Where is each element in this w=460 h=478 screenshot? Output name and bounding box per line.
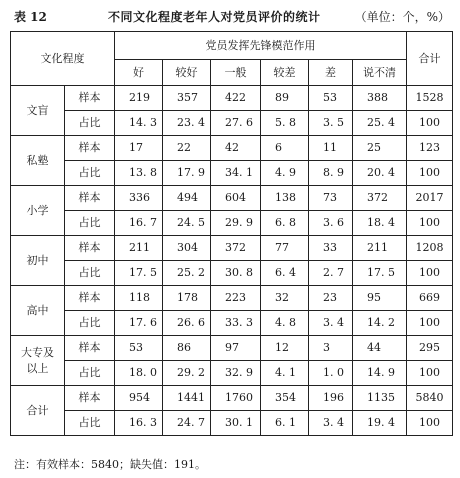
column-header: 较差 [261, 60, 309, 86]
table-row [11, 136, 453, 161]
cell-value: 494 [163, 186, 211, 211]
cell-value: 18. 0 [115, 361, 163, 386]
cell-value: 3. 6 [309, 211, 353, 236]
cell-value: 42 [211, 136, 261, 161]
cell-value: 30. 1 [211, 411, 261, 436]
cell-value: 14. 2 [353, 311, 407, 336]
cell-value: 138 [261, 186, 309, 211]
cell-value: 372 [353, 186, 407, 211]
cell-value: 211 [115, 236, 163, 261]
education-level: 合计 [11, 386, 65, 436]
education-level: 高中 [11, 286, 65, 336]
column-header: 较好 [163, 60, 211, 86]
row-type: 样本 [65, 286, 115, 311]
cell-value: 17. 9 [163, 161, 211, 186]
cell-value: 1135 [353, 386, 407, 411]
cell-value: 73 [309, 186, 353, 211]
education-level: 大专及以上 [11, 336, 65, 386]
table-note: 注：有效样本：5840；缺失值：191。 [14, 458, 206, 471]
cell-total: 123 [407, 136, 453, 161]
table-row [11, 211, 453, 236]
cell-total: 2017 [407, 186, 453, 211]
cell-value: 422 [211, 86, 261, 111]
cell-value: 211 [353, 236, 407, 261]
row-type: 样本 [65, 236, 115, 261]
cell-value: 6 [261, 136, 309, 161]
cell-value: 6. 1 [261, 411, 309, 436]
column-header: 说不清 [353, 60, 407, 86]
column-header: 差 [309, 60, 353, 86]
column-header: 好 [115, 60, 163, 86]
cell-value: 25. 4 [353, 111, 407, 136]
cell-value: 11 [309, 136, 353, 161]
cell-value: 97 [211, 336, 261, 361]
cell-value: 29. 2 [163, 361, 211, 386]
education-level: 私塾 [11, 136, 65, 186]
cell-value: 86 [163, 336, 211, 361]
cell-value: 357 [163, 86, 211, 111]
cell-value: 3. 4 [309, 311, 353, 336]
cell-value: 196 [309, 386, 353, 411]
row-type: 样本 [65, 386, 115, 411]
table-title: 不同文化程度老年人对党员评价的统计 [108, 10, 321, 24]
cell-total: 295 [407, 336, 453, 361]
statistics-table [10, 31, 453, 436]
table-row [11, 236, 453, 261]
education-level: 文盲 [11, 86, 65, 136]
cell-value: 304 [163, 236, 211, 261]
cell-value: 17 [115, 136, 163, 161]
cell-value: 32. 9 [211, 361, 261, 386]
table-row [11, 161, 453, 186]
table-row [11, 386, 453, 411]
row-type: 占比 [65, 261, 115, 286]
cell-total: 100 [407, 361, 453, 386]
cell-value: 336 [115, 186, 163, 211]
cell-value: 178 [163, 286, 211, 311]
cell-value: 4. 1 [261, 361, 309, 386]
cell-value: 17. 5 [115, 261, 163, 286]
row-type: 样本 [65, 86, 115, 111]
cell-total: 100 [407, 261, 453, 286]
cell-value: 2. 7 [309, 261, 353, 286]
table-row [11, 286, 453, 311]
table-caption [10, 6, 454, 26]
cell-value: 1760 [211, 386, 261, 411]
cell-value: 372 [211, 236, 261, 261]
cell-value: 388 [353, 86, 407, 111]
cell-total: 100 [407, 311, 453, 336]
cell-total: 5840 [407, 386, 453, 411]
cell-value: 23. 4 [163, 111, 211, 136]
cell-value: 33 [309, 236, 353, 261]
cell-value: 44 [353, 336, 407, 361]
row-type: 占比 [65, 211, 115, 236]
header-total: 合计 [407, 32, 453, 86]
cell-total: 1528 [407, 86, 453, 111]
cell-value: 5. 8 [261, 111, 309, 136]
cell-value: 53 [309, 86, 353, 111]
table-body [11, 86, 453, 436]
row-type: 样本 [65, 336, 115, 361]
row-type: 样本 [65, 186, 115, 211]
cell-value: 16. 3 [115, 411, 163, 436]
cell-value: 6. 8 [261, 211, 309, 236]
row-type: 占比 [65, 111, 115, 136]
cell-value: 16. 7 [115, 211, 163, 236]
cell-total: 1208 [407, 236, 453, 261]
row-type: 占比 [65, 361, 115, 386]
table-unit: （单位：个，%） [354, 10, 450, 24]
cell-total: 669 [407, 286, 453, 311]
header-group: 党员发挥先锋模范作用 [115, 32, 407, 60]
cell-value: 1. 0 [309, 361, 353, 386]
cell-value: 24. 5 [163, 211, 211, 236]
cell-value: 13. 8 [115, 161, 163, 186]
cell-total: 100 [407, 411, 453, 436]
cell-value: 32 [261, 286, 309, 311]
cell-value: 26. 6 [163, 311, 211, 336]
cell-total: 100 [407, 111, 453, 136]
cell-value: 604 [211, 186, 261, 211]
table-row [11, 186, 453, 211]
row-type: 占比 [65, 161, 115, 186]
cell-value: 53 [115, 336, 163, 361]
cell-value: 25. 2 [163, 261, 211, 286]
row-type: 占比 [65, 411, 115, 436]
cell-value: 34. 1 [211, 161, 261, 186]
cell-value: 89 [261, 86, 309, 111]
cell-value: 12 [261, 336, 309, 361]
column-header: 一般 [211, 60, 261, 86]
table-row [11, 261, 453, 286]
header-education: 文化程度 [11, 32, 115, 86]
cell-value: 4. 8 [261, 311, 309, 336]
table-row [11, 311, 453, 336]
row-type: 占比 [65, 311, 115, 336]
cell-value: 223 [211, 286, 261, 311]
cell-value: 29. 9 [211, 211, 261, 236]
cell-value: 20. 4 [353, 161, 407, 186]
cell-value: 14. 3 [115, 111, 163, 136]
cell-value: 25 [353, 136, 407, 161]
cell-value: 30. 8 [211, 261, 261, 286]
cell-value: 33. 3 [211, 311, 261, 336]
table-row [11, 336, 453, 361]
cell-value: 354 [261, 386, 309, 411]
table-row [11, 411, 453, 436]
cell-total: 100 [407, 211, 453, 236]
cell-value: 95 [353, 286, 407, 311]
cell-value: 118 [115, 286, 163, 311]
education-level: 初中 [11, 236, 65, 286]
row-type: 样本 [65, 136, 115, 161]
table-row [11, 361, 453, 386]
education-level: 小学 [11, 186, 65, 236]
cell-value: 14. 9 [353, 361, 407, 386]
table-number: 表 12 [14, 10, 47, 24]
cell-value: 1441 [163, 386, 211, 411]
cell-value: 219 [115, 86, 163, 111]
cell-value: 8. 9 [309, 161, 353, 186]
cell-value: 17. 6 [115, 311, 163, 336]
cell-value: 77 [261, 236, 309, 261]
cell-value: 3 [309, 336, 353, 361]
table-row [11, 111, 453, 136]
cell-value: 954 [115, 386, 163, 411]
cell-value: 17. 5 [353, 261, 407, 286]
cell-value: 23 [309, 286, 353, 311]
cell-value: 3. 4 [309, 411, 353, 436]
table-row [11, 86, 453, 111]
cell-value: 6. 4 [261, 261, 309, 286]
cell-value: 19. 4 [353, 411, 407, 436]
cell-value: 18. 4 [353, 211, 407, 236]
cell-value: 3. 5 [309, 111, 353, 136]
cell-value: 24. 7 [163, 411, 211, 436]
cell-value: 22 [163, 136, 211, 161]
cell-value: 27. 6 [211, 111, 261, 136]
cell-value: 4. 9 [261, 161, 309, 186]
cell-total: 100 [407, 161, 453, 186]
